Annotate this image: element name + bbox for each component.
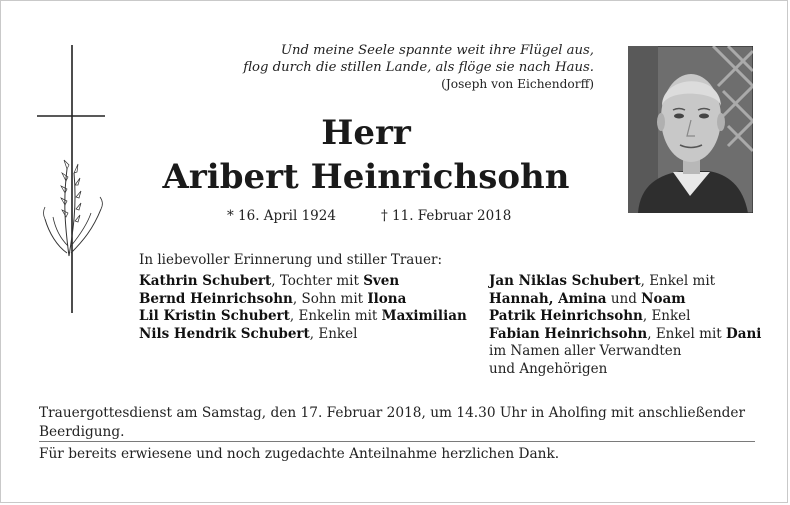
mourner-line: [139, 273, 467, 291]
mourner-relation: , Enkelin mit: [289, 308, 382, 324]
mourner-name: Fabian Heinrichsohn: [489, 325, 648, 342]
mourner-relation: und: [606, 290, 642, 307]
mourner-line: [489, 308, 761, 326]
mourner-name: Bernd Heinrichsohn: [139, 290, 293, 307]
mourner-line: und Angehörigen: [489, 360, 608, 377]
quote-line-2: flog durch die stillen Lande, als flöge sie nach Haus.: [243, 60, 594, 75]
title-salutation: Herr: [321, 113, 411, 153]
mourners-left-column: [139, 273, 467, 343]
death-date: † 11. Februar 2018: [381, 208, 512, 224]
portrait-photo: [628, 46, 753, 213]
epigraph-quote: [201, 42, 594, 93]
mourner-relation: , Sohn mit: [292, 290, 368, 307]
deceased-name: Aribert Heinrichsohn: [162, 157, 570, 197]
mourner-line: im Namen aller Verwandten: [489, 343, 682, 359]
mourner-line: [139, 291, 467, 309]
mourner-line: [489, 291, 761, 309]
mourner-relation: , Enkel: [309, 325, 358, 342]
mourner-name: Kathrin Schubert: [139, 273, 272, 289]
mourner-line: [489, 326, 761, 344]
mourner-partner-name: Ilona: [367, 290, 407, 307]
divider: [39, 441, 755, 442]
mourner-name: Lil Kristin Schubert: [139, 308, 290, 324]
mourner-name: Patrik Heinrichsohn: [489, 308, 643, 324]
mourner-partner-name: Maximilian: [381, 308, 467, 324]
mourner-name: Nils Hendrik Schubert: [139, 325, 310, 342]
mourner-partner-name: Sven: [363, 273, 400, 289]
mourners-intro: In liebevoller Erinnerung und stiller Trauer:: [139, 252, 443, 268]
quote-author: (Joseph von Eichendorff): [441, 77, 594, 91]
mourner-name: Jan Niklas Schubert: [489, 273, 641, 289]
mourner-name: Hannah, Amina: [489, 290, 607, 307]
mourner-partner-name: Dani: [725, 325, 762, 342]
mourner-relation: , Enkel mit: [640, 273, 716, 289]
quote-line-1: Und meine Seele spannte weit ihre Flügel aus,: [280, 43, 594, 58]
mourner-relation: , Tochter mit: [271, 273, 364, 289]
birth-date: * 16. April 1924: [227, 208, 336, 224]
mourner-relation: , Enkel: [642, 308, 691, 324]
mourner-relation: , Enkel mit: [647, 325, 726, 342]
mourners-right-column: [489, 273, 761, 378]
mourner-line: [489, 273, 761, 291]
funeral-service-info: Trauergottesdienst am Samstag, den 17. Februar 2018, um 14.30 Uhr in Aholfing mit anschließender Beerdigung.: [39, 405, 746, 440]
mourner-partner-name: Noam: [641, 290, 686, 307]
thanks-note: Für bereits erwiesene und noch zugedachte Anteilnahme herzlichen Dank.: [39, 446, 560, 462]
cross-with-wheat-icon: [31, 41, 111, 316]
mourner-line: [139, 326, 467, 344]
mourner-line: [139, 308, 467, 326]
